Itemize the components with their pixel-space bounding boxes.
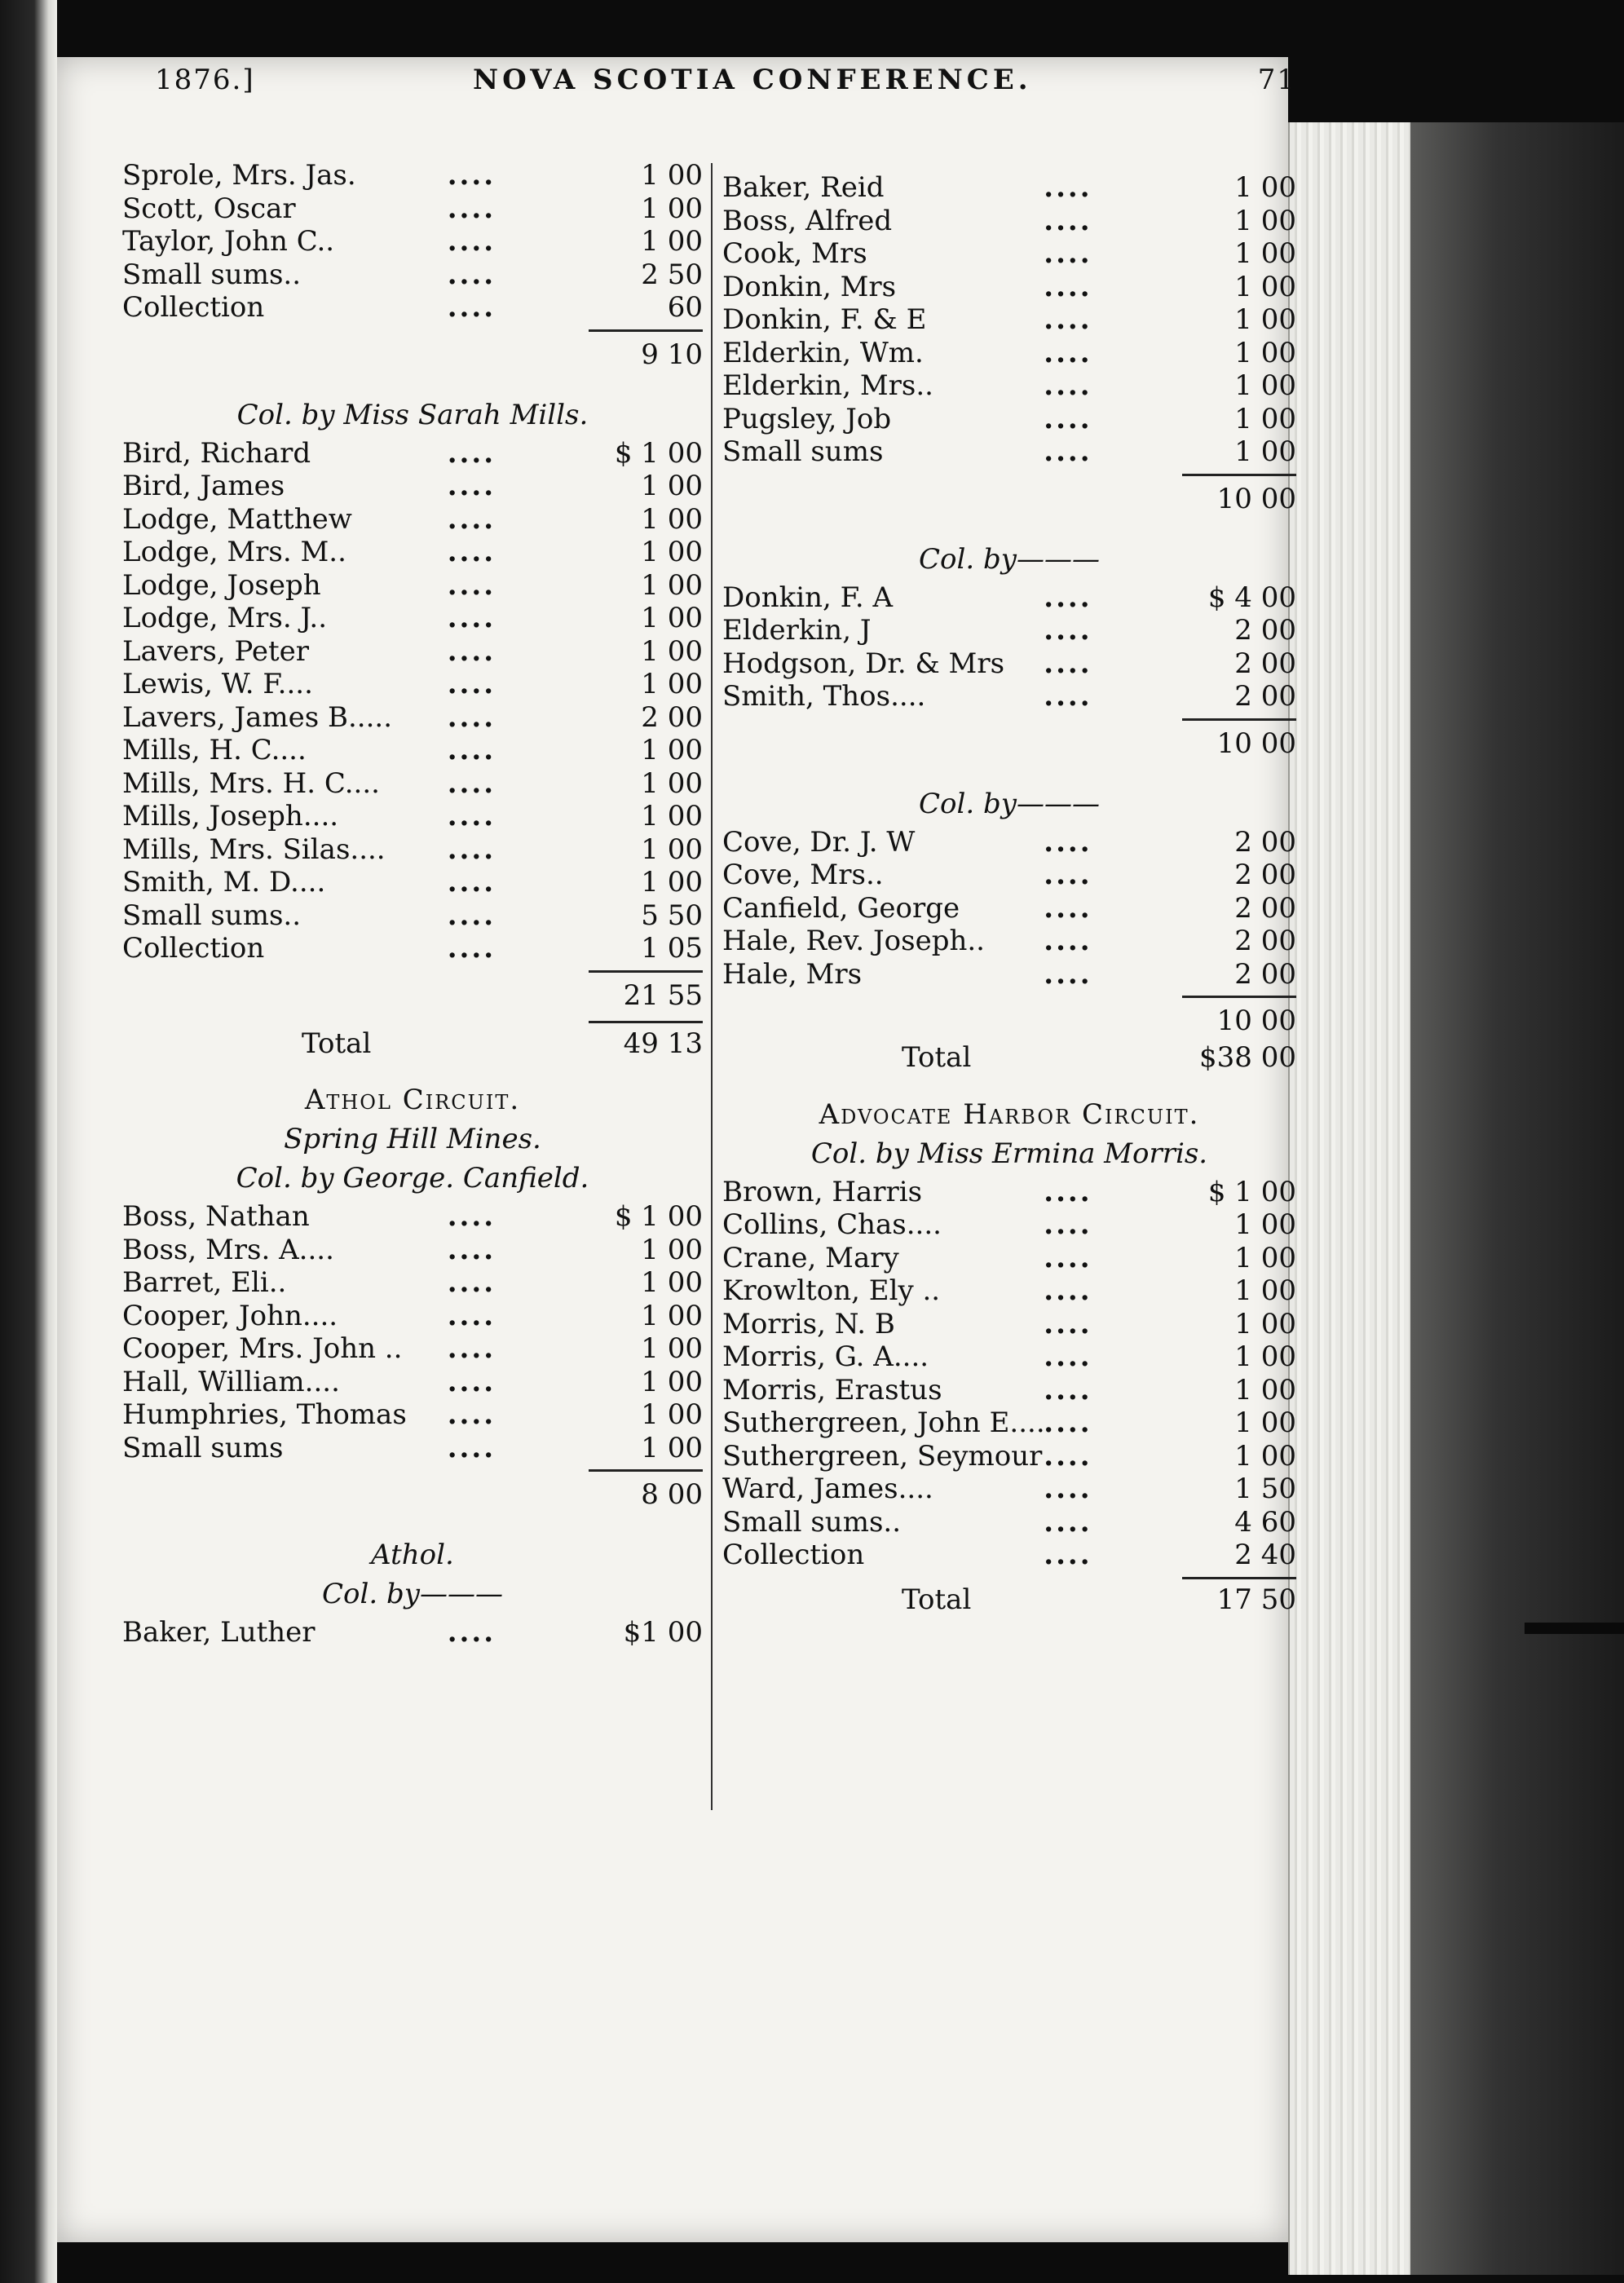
contribution-amount: 1 00 [641,502,703,536]
contribution-row [722,614,1296,647]
contribution-row [722,581,1296,615]
contributor-name: Mills, Mrs. H. C.... [122,766,380,800]
contributor-name: Boss, Nathan [122,1200,310,1233]
contributor-name: Cove, Mrs.. [722,859,884,891]
subtotal [122,1476,703,1515]
leader-dots: .... [1044,204,1092,237]
place-heading: Athol. [371,1539,454,1571]
contribution-amount: 1 00 [641,734,703,766]
contribution-row [122,1266,703,1300]
contribution-row [122,291,703,325]
contribution-row [122,503,703,537]
running-header [155,64,1313,113]
contributor-name: Small sums [722,435,884,468]
leader-dots: .... [1044,1373,1092,1406]
leader-dots: .... [447,470,496,502]
contributor-name: Smith, M. D.... [122,866,326,899]
contribution-row [722,1473,1296,1506]
contributor-name: Brown, Harris [722,1175,923,1208]
subtotal-amount: 21 55 [623,978,703,1012]
subtotal [722,1002,1296,1041]
leader-dots: .... [1044,647,1092,680]
subtotal-amount: 10 00 [1216,726,1296,760]
contributor-name: Small sums [122,1431,284,1464]
collector-heading: Col. by Miss Sarah Mills. [236,398,589,431]
leader-dots: .... [1044,336,1092,369]
contribution-amount: 2 00 [1234,957,1296,991]
contributor-name: Suthergreen, Seymour [722,1439,1043,1473]
contribution-row [722,1274,1296,1308]
contribution-row [122,866,703,899]
contributor-name: Hale, Rev. Joseph.. [722,925,985,957]
contribution-amount: $1 00 [623,1616,703,1649]
leader-dots: .... [1044,1241,1092,1274]
contributor-name: Lodge, Mrs. M.. [122,536,346,568]
contribution-amount: $ 1 00 [1207,1175,1296,1208]
contributor-name: Lodge, Joseph [122,568,321,602]
contribution-amount: 1 00 [1234,1241,1296,1274]
contributor-name: Baker, Luther [122,1616,316,1649]
contribution-row [722,1340,1296,1374]
leader-dots: .... [447,700,496,734]
contribution-amount: 2 50 [641,258,703,291]
subtotal [722,725,1296,764]
right-block-2 [722,581,1296,713]
contribution-row [122,470,703,503]
contribution-amount: 1 00 [641,1266,703,1299]
total-row [722,1583,1296,1617]
contribution-row [122,192,703,226]
leader-dots: .... [1044,925,1092,957]
sum-rule [722,713,1296,725]
leader-dots: .... [447,832,496,866]
contribution-row [722,303,1296,337]
contribution-row [122,1300,703,1333]
contribution-row [722,171,1296,205]
contribution-row [122,437,703,470]
left-block-4 [122,1616,703,1649]
contribution-row [122,932,703,965]
leader-dots: .... [1044,1539,1092,1571]
contribution-row [122,1398,703,1432]
contribution-amount: 1 00 [641,1398,703,1431]
contribution-row [122,569,703,603]
contribution-row [122,1332,703,1366]
contribution-row [722,1176,1296,1209]
contribution-row [722,435,1296,469]
subtotal-amount: 10 00 [1216,1005,1296,1037]
leader-dots: .... [1044,614,1092,647]
contribution-row [122,701,703,735]
contributor-name: Cove, Dr. J. W [722,825,916,859]
leader-dots: .... [447,159,496,192]
contribution-amount: $ 1 00 [614,1200,703,1233]
leader-dots: .... [447,1431,496,1464]
leader-dots: .... [1044,825,1092,859]
contribution-amount: 1 00 [641,1431,703,1464]
total-amount: $38 00 [1199,1041,1296,1074]
leader-dots: .... [447,1398,496,1431]
leader-dots: .... [1044,435,1092,468]
subtotal [122,977,703,1016]
contribution-amount: 1 00 [641,602,703,634]
right-block-1 [722,171,1296,469]
contribution-amount: 1 00 [1234,1208,1296,1241]
contribution-amount: 1 00 [1234,1406,1296,1439]
contribution-row [722,337,1296,370]
subtotal [722,480,1296,519]
contribution-amount: 1 00 [641,766,703,800]
contribution-row [122,1366,703,1399]
contributor-name: Cooper, Mrs. John .. [122,1332,403,1365]
contributor-name: Smith, Thos.... [722,680,926,713]
sum-rule [122,1016,703,1027]
total-label: Total [302,1027,372,1060]
leader-dots: .... [1044,1340,1092,1373]
contribution-row [722,1539,1296,1572]
contributor-name: Lodge, Matthew [122,502,352,536]
leader-dots: .... [1044,859,1092,891]
contribution-amount: 2 00 [1234,614,1296,647]
contributor-name: Donkin, F. A [722,581,894,614]
leader-dots: .... [447,899,496,932]
leader-dots: .... [1044,581,1092,614]
header-year: 1876.] [155,64,255,96]
contribution-row [122,159,703,192]
leader-dots: .... [1044,1439,1092,1473]
leader-dots: .... [1044,402,1092,435]
contributor-name: Small sums.. [122,899,302,932]
contributor-name: Sprole, Mrs. Jas. [122,159,356,192]
contribution-row [722,403,1296,436]
contribution-amount: 1 00 [641,866,703,899]
place-heading: Spring Hill Mines. [284,1123,541,1155]
left-block-1 [122,159,703,325]
leader-dots: .... [1044,270,1092,303]
contributor-name: Humphries, Thomas [122,1398,407,1431]
total-amount: 49 13 [623,1027,703,1060]
leader-dots: .... [447,192,496,225]
contributor-name: Crane, Mary [722,1241,899,1274]
contribution-row [122,536,703,569]
contribution-row [122,1432,703,1465]
book-cover-edge [1410,122,1624,2275]
contribution-amount: 2 00 [1234,647,1296,680]
contribution-amount: 1 00 [1234,270,1296,303]
contribution-amount: 1 50 [1234,1473,1296,1505]
contribution-amount: 2 40 [1234,1539,1296,1571]
contribution-row [722,1506,1296,1539]
contribution-amount: 2 00 [1234,891,1296,925]
leader-dots: .... [447,866,496,899]
contributor-name: Lavers, Peter [122,634,310,668]
total-label: Total [902,1583,972,1616]
contribution-amount: 1 00 [641,1233,703,1266]
contribution-amount: 1 00 [641,668,703,700]
contribution-row [722,925,1296,958]
contribution-amount: 2 00 [1234,859,1296,891]
contributor-name: Baker, Reid [722,171,885,204]
column-divider [711,163,713,1810]
leader-dots: .... [1044,1307,1092,1340]
contributor-name: Elderkin, Mrs.. [722,369,933,402]
contribution-amount: 4 60 [1234,1505,1296,1539]
leader-dots: .... [447,800,496,832]
contributor-name: Collection [122,291,265,324]
contributor-name: Morris, G. A.... [722,1340,929,1373]
contribution-amount: 1 00 [1234,1340,1296,1373]
total-label: Total [902,1041,972,1074]
page-number: 71 [1257,64,1296,96]
contributor-name: Small sums.. [722,1505,902,1539]
leader-dots: .... [1044,680,1092,713]
contribution-row [722,1374,1296,1407]
leader-dots: .... [1044,303,1092,336]
contributor-name: Morris, Erastus [722,1373,942,1406]
sum-rule [122,965,703,977]
collector-heading: Col. by——— [322,1578,503,1610]
contribution-amount: 1 00 [1234,369,1296,402]
contributor-name: Canfield, George [722,891,960,925]
contribution-amount: 5 50 [641,899,703,932]
sum-rule [722,469,1296,480]
contributor-name: Krowlton, Ely .. [722,1274,941,1307]
leader-dots: .... [447,1299,496,1332]
contribution-row [122,800,703,833]
contribution-amount: $ 4 00 [1207,581,1296,614]
contribution-amount: 1 00 [641,1299,703,1332]
contributor-name: Elderkin, Wm. [722,336,924,369]
contribution-row [722,1208,1296,1242]
contribution-amount: 1 00 [641,832,703,866]
leader-dots: .... [1044,1473,1092,1505]
leader-dots: .... [447,602,496,634]
contribution-amount: 1 00 [1234,237,1296,270]
right-block-3 [722,826,1296,991]
contribution-amount: 1 00 [1234,336,1296,369]
contributor-name: Collection [722,1539,865,1571]
contributor-name: Barret, Eli.. [122,1266,287,1299]
contribution-amount: 1 00 [641,536,703,568]
leader-dots: .... [1044,1208,1092,1241]
contribution-amount: 1 00 [641,1332,703,1365]
leader-dots: .... [447,634,496,668]
contribution-row [722,369,1296,403]
collector-heading: Col. by——— [919,542,1100,576]
contribution-amount: 1 00 [641,470,703,502]
leader-dots: .... [447,502,496,536]
contribution-row [722,1406,1296,1440]
contribution-amount: 1 00 [1234,435,1296,468]
sum-rule [122,325,703,336]
contribution-row [122,635,703,669]
header-title: NOVA SCOTIA CONFERENCE. [473,64,1032,96]
contribution-row [122,602,703,635]
total-row [122,1027,703,1061]
contribution-row [122,833,703,867]
leader-dots: .... [1044,1505,1092,1539]
contribution-amount: 1 00 [1234,1274,1296,1307]
contributor-name: Collection [122,932,265,965]
subtotal-amount: 8 00 [641,1478,703,1511]
contributor-name: Lodge, Mrs. J.. [122,602,328,634]
contributor-name: Donkin, Mrs [722,270,897,303]
contribution-amount: 1 00 [1234,171,1296,204]
contribution-amount: 1 00 [1234,1439,1296,1473]
contribution-amount: 1 00 [1234,1373,1296,1406]
contributor-name: Elderkin, J [722,614,872,647]
collector-heading: Col. by Miss Ermina Morris. [810,1137,1208,1170]
contributor-name: Hale, Mrs [722,957,863,991]
contribution-row [722,958,1296,991]
contribution-amount: 1 00 [641,568,703,602]
leader-dots: .... [1044,1406,1092,1439]
contribution-row [722,892,1296,925]
contribution-amount: 2 00 [1234,825,1296,859]
subtotal [122,336,703,375]
contribution-row [722,647,1296,681]
book-gutter [0,0,57,2283]
subtotal-amount: 9 10 [641,338,703,371]
contributor-name: Mills, H. C.... [122,734,307,766]
cover-band [1525,1623,1624,1634]
leader-dots: .... [447,932,496,965]
contribution-amount: 1 00 [641,225,703,258]
contributor-name: Hodgson, Dr. & Mrs [722,647,1005,680]
circuit-heading: Advocate Harbor Circuit. [819,1097,1200,1131]
leader-dots: .... [1044,957,1092,991]
contributor-name: Suthergreen, John E.... [722,1406,1045,1439]
contributor-name: Pugsley, Job [722,402,892,435]
left-column [122,159,703,1649]
contributor-name: Scott, Oscar [122,192,296,225]
leader-dots: .... [447,1233,496,1266]
contribution-row [722,680,1296,713]
leader-dots: .... [447,1266,496,1299]
leader-dots: .... [447,1616,496,1649]
leader-dots: .... [1044,237,1092,270]
contributor-name: Collins, Chas.... [722,1208,942,1241]
contribution-row [722,271,1296,304]
leader-dots: .... [447,436,496,470]
contribution-row [722,859,1296,892]
leader-dots: .... [1044,1274,1092,1307]
contributor-name: Cooper, John.... [122,1299,338,1332]
subtotal-amount: 10 00 [1216,482,1296,515]
contributor-name: Morris, N. B [722,1307,895,1340]
left-block-3 [122,1200,703,1464]
contribution-amount: 1 00 [1234,402,1296,435]
contribution-amount: 2 00 [1234,925,1296,957]
leader-dots: .... [447,766,496,800]
contribution-row [122,1234,703,1267]
contribution-row [122,668,703,701]
contributor-name: Lewis, W. F.... [122,668,313,700]
page-edges [1288,122,1412,2275]
contribution-row [122,899,703,933]
contribution-row [122,1200,703,1234]
contributor-name: Hall, William.... [122,1365,340,1398]
leader-dots: .... [447,258,496,291]
leader-dots: .... [447,568,496,602]
sum-rule [722,991,1296,1002]
contribution-amount: 1 00 [1234,204,1296,237]
leader-dots: .... [447,734,496,766]
contribution-row [722,1440,1296,1473]
right-block-4 [722,1176,1296,1572]
contributor-name: Taylor, John C.. [122,225,335,258]
contribution-amount: 1 00 [641,159,703,192]
contribution-row [122,225,703,258]
contributor-name: Boss, Mrs. A.... [122,1233,334,1266]
contributor-name: Boss, Alfred [722,204,893,237]
contribution-amount: 1 00 [641,1365,703,1398]
contribution-amount: 1 00 [641,192,703,225]
contribution-row [722,1308,1296,1341]
total-amount: 17 50 [1216,1583,1296,1616]
contributor-name: Donkin, F. & E [722,303,927,336]
contribution-amount: 1 00 [1234,303,1296,336]
leader-dots: .... [447,1365,496,1398]
contributor-name: Cook, Mrs [722,237,867,270]
contribution-amount: 2 00 [641,700,703,734]
collector-heading: Col. by——— [919,787,1100,820]
contribution-row [722,826,1296,859]
leader-dots: .... [447,291,496,324]
contributor-name: Mills, Mrs. Silas.... [122,832,386,866]
contributor-name: Bird, James [122,470,285,502]
leader-dots: .... [447,1332,496,1365]
leader-dots: .... [447,1200,496,1233]
leader-dots: .... [447,536,496,568]
leader-dots: .... [447,668,496,700]
right-column [722,171,1296,1616]
sum-rule [722,1572,1296,1583]
contribution-row [722,1242,1296,1275]
contribution-row [722,237,1296,271]
contribution-amount: $ 1 00 [614,436,703,470]
contribution-row [722,205,1296,238]
leader-dots: .... [1044,1175,1092,1208]
contributor-name: Small sums.. [122,258,302,291]
contributor-name: Bird, Richard [122,436,311,470]
contribution-row [122,734,703,767]
total-row [722,1041,1296,1075]
contribution-amount: 1 00 [1234,1307,1296,1340]
circuit-heading: Athol Circuit. [304,1084,521,1116]
contributor-name: Ward, James.... [722,1473,933,1505]
leader-dots: .... [447,225,496,258]
contribution-amount: 1 00 [641,634,703,668]
contribution-amount: 60 [667,291,703,324]
contribution-amount: 1 05 [641,932,703,965]
left-block-2 [122,437,703,965]
contributor-name: Lavers, James B..... [122,700,393,734]
leader-dots: .... [1044,369,1092,402]
leader-dots: .... [1044,171,1092,204]
contribution-amount: 2 00 [1234,680,1296,713]
contribution-amount: 1 00 [641,800,703,832]
contribution-row [122,767,703,801]
contributor-name: Mills, Joseph.... [122,800,339,832]
collector-heading: Col. by George. Canfield. [236,1162,589,1194]
leader-dots: .... [1044,891,1092,925]
contribution-row [122,1616,703,1649]
contribution-row [122,258,703,292]
sum-rule [122,1464,703,1476]
